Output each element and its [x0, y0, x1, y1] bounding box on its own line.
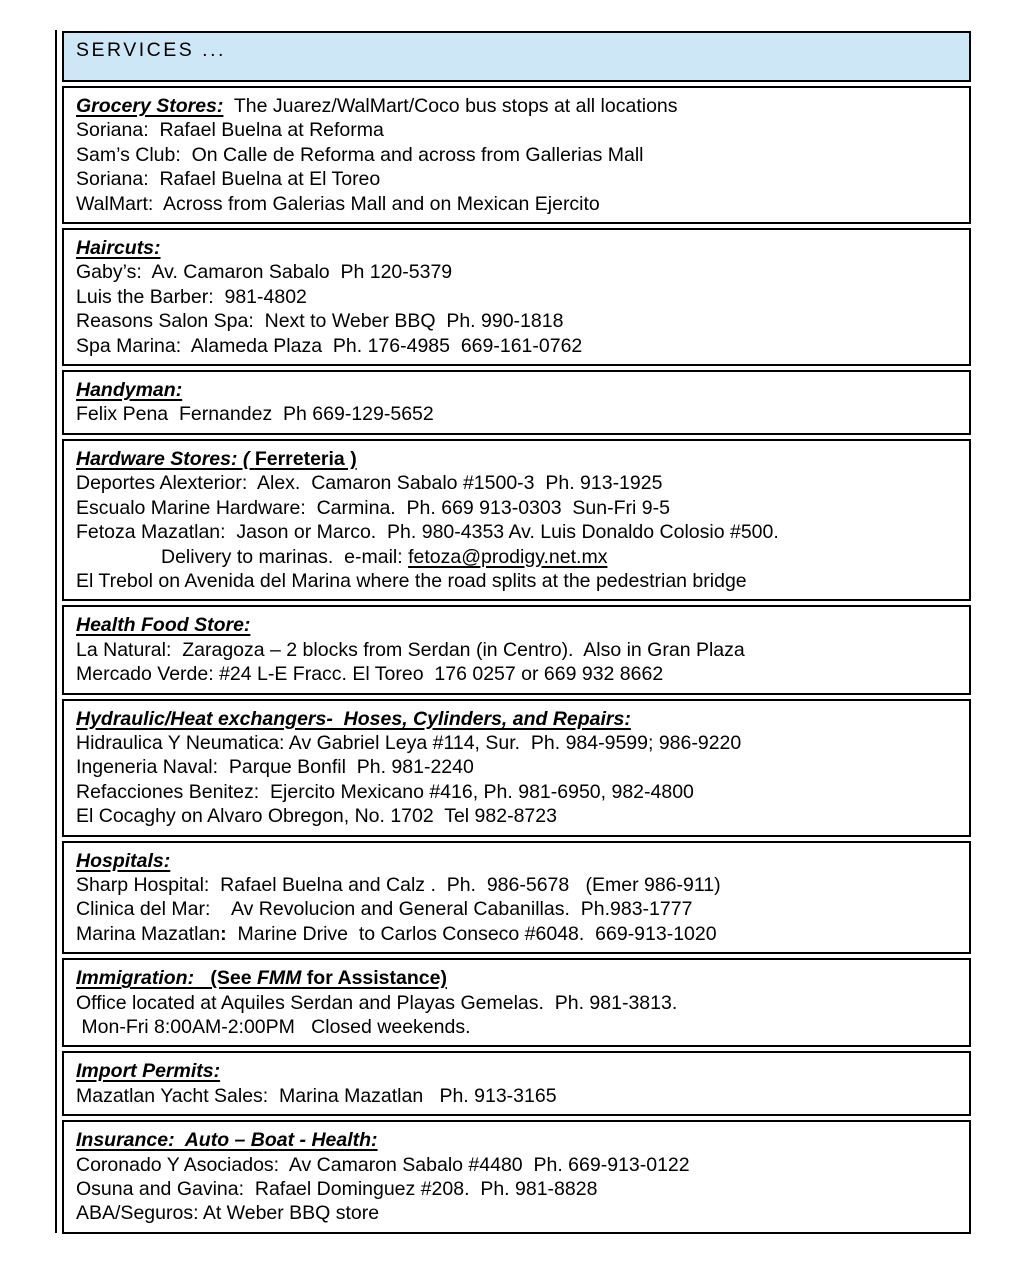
section-handyman — [62, 370, 971, 435]
section-immigration — [62, 958, 971, 1047]
section-line: Felix Pena Fernandez Ph 669-129-5652 — [76, 403, 434, 426]
text-segment: Marina Mazatlan — [76, 922, 221, 945]
section-heading-health-food-store — [76, 613, 957, 637]
section-hardware-stores — [62, 439, 971, 601]
section-line — [76, 545, 957, 569]
section-line: ABA/Seguros: At Weber BBQ store — [76, 1202, 380, 1225]
text-segment: Immigration: — [76, 967, 195, 990]
section-line: Soriana: Rafael Buelna at El Toreo — [76, 168, 381, 191]
page-title: SERVICES ... — [76, 39, 226, 61]
text-segment: (See — [194, 967, 257, 990]
left-margin-rule — [55, 30, 57, 1233]
section-grocery-stores — [62, 86, 971, 224]
sections-container — [62, 86, 971, 1234]
text-segment: FMM — [256, 967, 302, 990]
email-link[interactable]: fetoza@prodigy.net.mx — [408, 545, 608, 568]
text-segment: Hospitals: — [76, 849, 171, 872]
section-heading-haircuts — [76, 236, 957, 260]
section-heading-handyman — [76, 378, 957, 402]
text-segment: Ferreteria ) — [254, 447, 357, 470]
section-line: Office located at Aquiles Serdan and Playas Gemelas. Ph. 981-3813. — [76, 991, 678, 1014]
section-import-permits — [62, 1051, 971, 1116]
text-segment: : — [220, 922, 227, 945]
section-health-food-store — [62, 605, 971, 694]
section-line: El Trebol on Avenida del Marina where the road splits at the pedestrian bridge — [76, 569, 747, 592]
text-segment: Delivery to marinas. e-mail: — [161, 545, 409, 568]
text-segment: Haircuts: — [76, 237, 161, 260]
section-line: Mon-Fri 8:00AM-2:00PM Closed weekends. — [76, 1016, 471, 1038]
text-segment: Insurance: Auto – Boat - Health: — [76, 1129, 378, 1152]
section-line: Spa Marina: Alameda Plaza Ph. 176-4985 669-161-0762 — [76, 334, 583, 357]
section-line: WalMart: Across from Galerias Mall and on Mexican Ejercito — [76, 192, 600, 215]
section-line: Mercado Verde: #24 L-E Fracc. El Toreo 176 0257 or 669 932 8662 — [76, 663, 664, 686]
services-header — [62, 31, 971, 82]
text-segment: Hardware Stores: ( — [76, 447, 255, 470]
section-heading-import-permits — [76, 1059, 957, 1083]
text-segment: Marine Drive to Carlos Conseco #6048. 669-913-1020 — [226, 922, 717, 945]
section-line: Sam’s Club: On Calle de Reforma and across from Gallerias Mall — [76, 143, 644, 166]
section-heading-hardware-stores — [76, 447, 957, 471]
section-heading-immigration — [76, 966, 957, 990]
section-line: Sharp Hospital: Rafael Buelna and Calz . Ph. 986-5678 (Emer 986-911) — [76, 873, 721, 896]
section-line: Hidraulica Y Neumatica: Av Gabriel Leya #114, Sur. Ph. 984-9599; 986-9220 — [76, 731, 742, 754]
text-segment: Hydraulic/Heat exchangers- Hoses, Cylinders, and Repairs: — [76, 707, 631, 730]
section-hydraulic-heat-exchangers — [62, 699, 971, 837]
section-heading-hospitals — [76, 849, 957, 873]
section-line: Osuna and Gavina: Rafael Dominguez #208. Ph. 981-8828 — [76, 1178, 598, 1201]
text-segment: Grocery Stores: — [76, 95, 224, 117]
section-line: Mazatlan Yacht Sales: Marina Mazatlan Ph. 913-3165 — [76, 1084, 557, 1107]
document-content — [62, 31, 971, 1238]
section-line: Ingeneria Naval: Parque Bonfil Ph. 981-2240 — [76, 756, 474, 779]
section-line: Fetoza Mazatlan: Jason or Marco. Ph. 980-4353 Av. Luis Donaldo Colosio #500. — [76, 521, 779, 544]
section-heading-grocery-stores — [76, 94, 957, 118]
section-line: Soriana: Rafael Buelna at Reforma — [76, 119, 384, 142]
section-line — [76, 922, 957, 946]
section-line: Luis the Barber: 981-4802 — [76, 285, 307, 308]
section-line: La Natural: Zaragoza – 2 blocks from Serdan (in Centro). Also in Gran Plaza — [76, 638, 745, 661]
section-line: Coronado Y Asociados: Av Camaron Sabalo #4480 Ph. 669-913-0122 — [76, 1153, 690, 1176]
text-segment: for Assistance) — [301, 967, 447, 990]
section-line: Escualo Marine Hardware: Carmina. Ph. 669 913-0303 Sun-Fri 9-5 — [76, 496, 670, 519]
text-segment: Health Food Store: — [76, 614, 251, 637]
section-heading-hydraulic-heat-exchangers — [76, 707, 957, 731]
section-line: Clinica del Mar: Av Revolucion and General Cabanillas. Ph.983-1777 — [76, 898, 693, 921]
section-heading-insurance — [76, 1128, 957, 1152]
section-line: Deportes Alexterior: Alex. Camaron Sabalo #1500-3 Ph. 913-1925 — [76, 472, 663, 495]
section-line: Refacciones Benitez: Ejercito Mexicano #416, Ph. 981-6950, 982-4800 — [76, 780, 694, 803]
heading-inline-text: The Juarez/WalMart/Coco bus stops at all locations — [223, 95, 678, 117]
section-line: Reasons Salon Spa: Next to Weber BBQ Ph. 990-1818 — [76, 310, 564, 333]
section-insurance — [62, 1120, 971, 1234]
section-line: El Cocaghy on Alvaro Obregon, No. 1702 Tel 982-8723 — [76, 805, 557, 828]
section-line: Gaby’s: Av. Camaron Sabalo Ph 120-5379 — [76, 261, 453, 284]
section-hospitals — [62, 841, 971, 955]
text-segment: Handyman: — [76, 379, 183, 402]
section-haircuts — [62, 228, 971, 366]
text-segment: Import Permits: — [76, 1060, 221, 1083]
